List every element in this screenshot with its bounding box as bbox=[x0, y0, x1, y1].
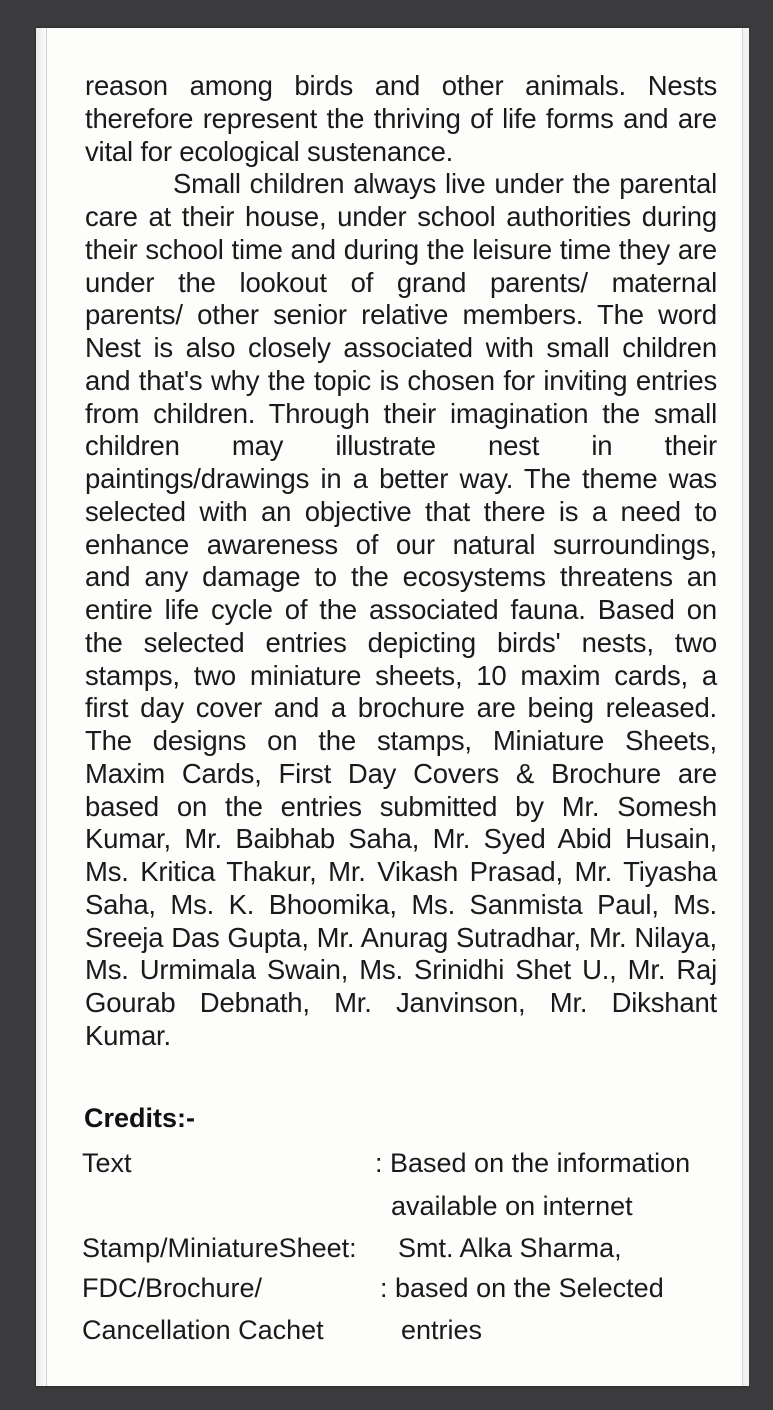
page-right-edge bbox=[742, 28, 749, 1386]
credit-value: : based on the Selected bbox=[380, 1273, 664, 1303]
credit-value: : Based on the information bbox=[375, 1148, 691, 1178]
credits-heading: Credits:- bbox=[84, 1103, 196, 1133]
credit-label: Stamp/MiniatureSheet: bbox=[82, 1233, 357, 1263]
body-text bbox=[85, 70, 717, 1053]
credit-value: Smt. Alka Sharma, bbox=[398, 1233, 622, 1263]
credit-value: available on internet bbox=[391, 1191, 633, 1221]
page-fold-edge bbox=[36, 28, 47, 1386]
credit-label: Cancellation Cachet bbox=[82, 1315, 324, 1345]
credit-value: entries bbox=[401, 1315, 483, 1345]
credit-label: Text bbox=[82, 1148, 132, 1178]
credit-label: FDC/Brochure/ bbox=[82, 1273, 263, 1303]
paragraph-children: Small children always live under the parental care at their house, under school authorities during their school time and during the leisure time they are under the lookout of grand parents/ maternal parents/ other senior relative members. The word Nest is also closely associated with small children and that's why the topic is chosen for inviting entries from children. Through their imagination the small children may illustrate nest in their paintings/drawings in a better way. The theme was selected with an objective that there is a need to enhance awareness of our natural surroundings, and any damage to the ecosystems threatens an entire life cycle of the associated fauna. Based on the selected entries depicting birds' nests, two stamps, two miniature sheets, 10 maxim cards, a first day cover and a brochure are being released. The designs on the stamps, Miniature Sheets, Maxim Cards, First Day Covers & Brochure are based on the entries submitted by Mr. Somesh Kumar, Mr. Baibhab Saha, Mr. Syed Abid Husain, Ms. Kritica Thakur, Mr. Vikash Prasad, Mr. Tiyasha Saha, Ms. K. Bhoomika, Ms. Sanmista Paul, Ms. Sreeja Das Gupta, Mr. Anurag Sutradhar, Mr. Nilaya, Ms. Urmimala Swain, Ms. Srinidhi Shet U., Mr. Raj Gourab Debnath, Mr. Janvinson, Mr. Dikshant Kumar. bbox=[85, 168, 717, 1051]
paragraph-nests: reason among birds and other animals. Nests therefore represent the thriving of life forms and are vital for ecological sustenance. bbox=[85, 70, 717, 167]
